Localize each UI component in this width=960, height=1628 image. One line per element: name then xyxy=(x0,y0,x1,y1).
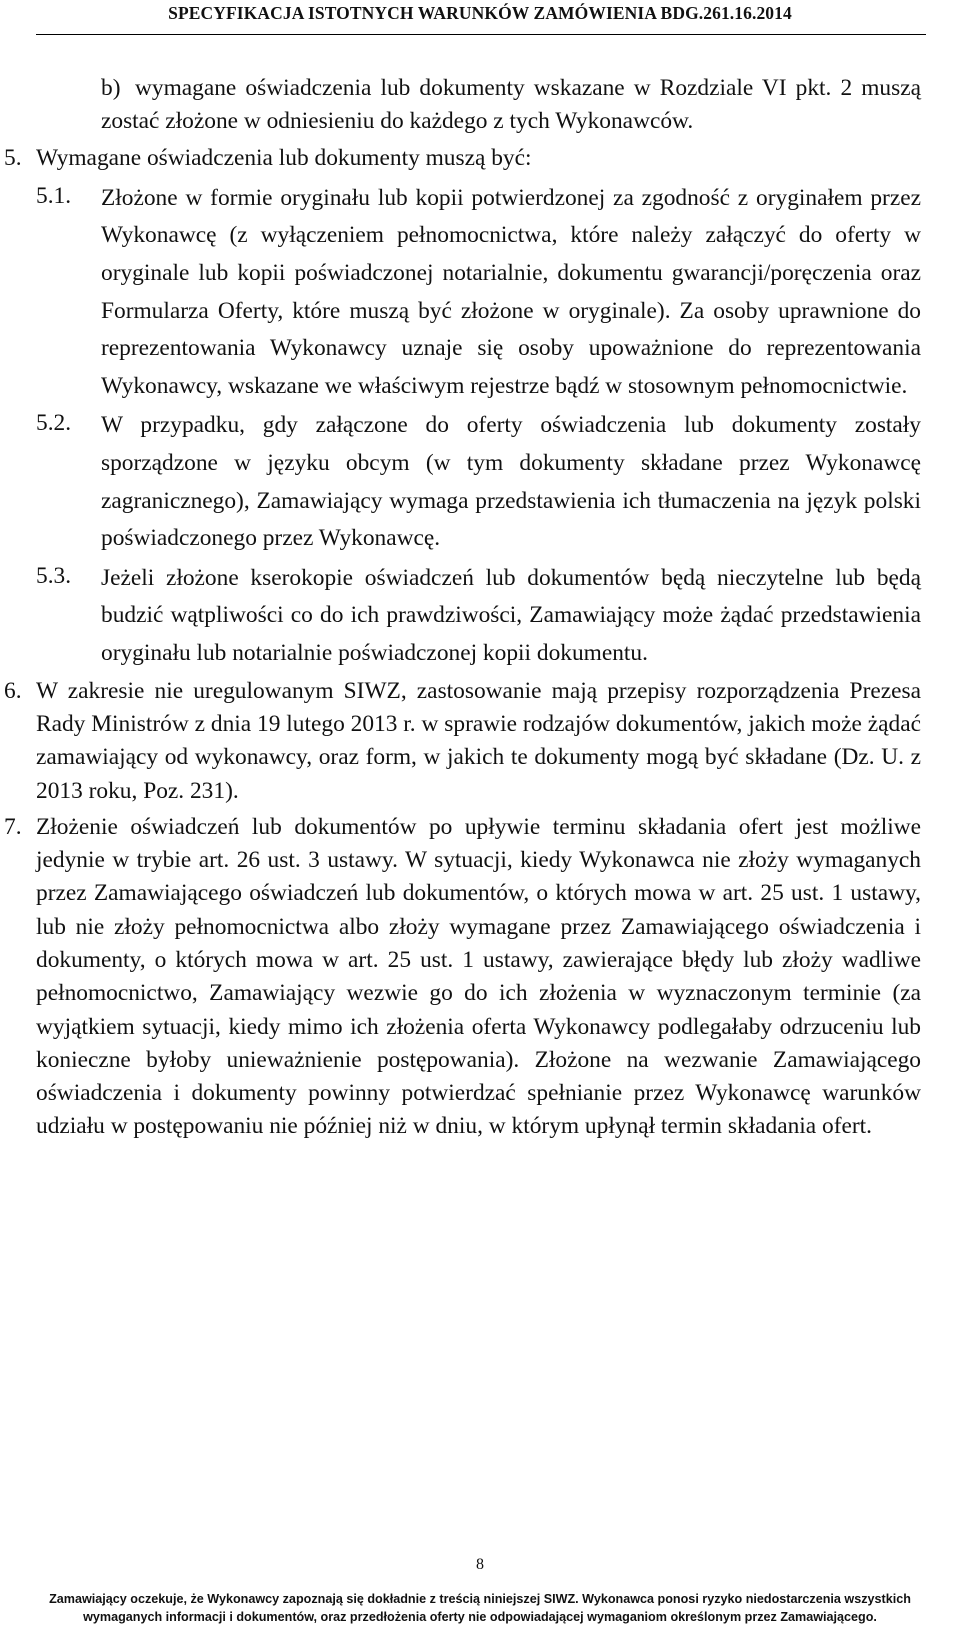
list-item-text: W zakresie nie uregulowanym SIWZ, zastosowanie mają przepisy rozporządzenia Prezesa Rady Ministrów z dnia 19 lutego 2013 r. w sprawie rodzajów dokumentów, jakich może żądać zamawiający od wykonawcy, oraz form, w jakich te dokumenty mogą być składane (Dz. U. z 2013 roku, Poz. 231). xyxy=(36,677,921,804)
list-marker: 5.3. xyxy=(36,562,72,589)
list-marker: 5.2. xyxy=(36,410,72,437)
list-item-text: Złożenie oświadczeń lub dokumentów po upływie terminu składania ofert jest możliwe jedynie w trybie art. 26 ust. 3 ustawy. W sytuacji, kiedy Wykonawca nie złoży wymaganych przez Zamawiającego oświadczeń lub dokumentów, o których mowa w art. 25 ust. 1 ustawy, lub nie złoży pełnomocnictwa albo złoży wymagane przez Zamawiającego oświadczenia i dokumenty, o których mowa w art. 25 ust. 1 ustawy, zawierające błędy lub złoży wadliwe pełnomocnictwo, Zamawiający wezwie go do ich złożenia w wyznaczonym terminie (za wyjątkiem sytuacji, kiedy mimo ich złożenia oferta Wykonawcy podlegałaby odrzuceniu lub konieczne byłoby unieważnienie postępowania). Złożone na wezwanie Zamawiającego oświadczenia i dokumenty powinny potwierdzać spełnianie przez Wykonawcę warunków udziału w postępowaniu nie później niż w dniu, w którym upłynął termin składania ofert. xyxy=(36,813,921,1140)
list-item-text: Wymagane oświadczenia lub dokumenty muszą być: xyxy=(36,144,532,171)
list-item-5-2 xyxy=(0,407,921,557)
footer-line-2: wymaganych informacji i dokumentów, oraz przedłożenia oferty nie odpowiadającej wymaganiom określonym przez Zamawiającego. xyxy=(83,1610,877,1624)
list-marker: 7. xyxy=(4,813,22,840)
list-item-6 xyxy=(0,675,921,808)
list-item-text: wymagane oświadczenia lub dokumenty wskazane w Rozdziale VI pkt. 2 muszą zostać złożone w odniesieniu do każdego z tych Wykonawców. xyxy=(101,75,921,135)
list-item-5-3 xyxy=(0,560,921,673)
list-item-text: Złożone w formie oryginału lub kopii potwierdzonej za zgodność z oryginałem przez Wykonawcę (z wyłączeniem pełnomocnictwa, które należy załączyć do oferty w oryginale lub kopii poświadczonej notarialnie, dokumentu gwarancji/poręczenia oraz Formularza Oferty, które muszą być złożone w oryginale). Za osoby uprawnione do reprezentowania Wykonawcy uznaje się osoby upoważnione do reprezentowania Wykonawcy, wskazane we właściwym rejestrze bądź w stosownym pełnomocnictwie. xyxy=(101,184,921,399)
list-item-b xyxy=(0,72,921,139)
list-marker: 5.1. xyxy=(36,182,72,209)
list-item-text: Jeżeli złożone kserokopie oświadczeń lub dokumentów będą nieczytelne lub będą budzić wątpliwości co do ich prawdziwości, Zamawiający może żądać przedstawienia oryginału lub notarialnie poświadczonej kopii dokumentu. xyxy=(101,564,921,667)
list-item-5 xyxy=(0,142,921,175)
list-item-5-1 xyxy=(0,180,921,406)
list-item-text: W przypadku, gdy załączone do oferty oświadczenia lub dokumenty zostały sporządzone w języku obcym (w tym dokumenty składane przez Wykonawcę zagranicznego), Zamawiający wymaga przedstawienia ich tłumaczenia na język polski poświadczonego przez Wykonawcę. xyxy=(101,412,921,552)
header-divider xyxy=(36,34,926,35)
list-marker: b) xyxy=(101,75,121,101)
document-body xyxy=(0,72,960,1144)
page-footer xyxy=(0,1590,960,1626)
list-item-7 xyxy=(0,811,921,1144)
page-number: 8 xyxy=(476,1556,484,1573)
footer-line-1: Zamawiający oczekuje, że Wykonawcy zapoznają się dokładnie z treścią niniejszej SIWZ. Wykonawca ponosi ryzyko niedostarczenia wszystkich xyxy=(49,1592,911,1606)
list-marker: 6. xyxy=(4,677,22,704)
page-header: SPECYFIKACJA ISTOTNYCH WARUNKÓW ZAMÓWIENIA BDG.261.16.2014 xyxy=(168,3,792,23)
list-marker: 5. xyxy=(4,144,22,171)
